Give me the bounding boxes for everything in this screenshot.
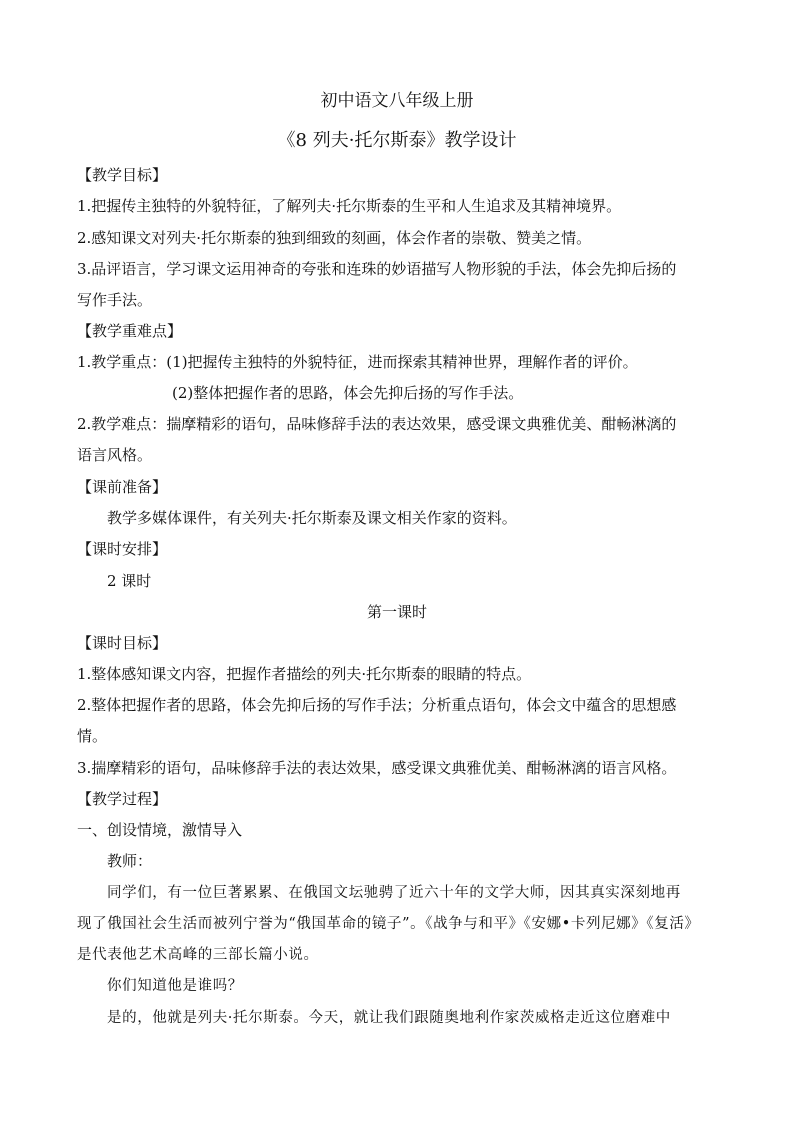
period-goal-2-line-2: 情。 (77, 727, 108, 745)
intro-question: 你们知道他是谁吗？ (107, 978, 243, 994)
section-heading-process: 【教学过程】 (77, 790, 168, 808)
goal-item-3-line-1: 3.品评语言，学习课文运用神奇的夸张和连珠的妙语描写人物形貌的手法，体会先抑后扬的 (77, 260, 677, 278)
section-heading-period-goals: 【课时目标】 (77, 634, 168, 652)
teacher-label: 教师： (107, 852, 153, 870)
intro-quote-line-2: 现了俄国社会生活而被列宁誉为“俄国革命的镜子”。《战争与和平》《安娜•卡列尼娜》《复活》 (77, 916, 700, 932)
section-heading-goals: 【教学目标】 (77, 166, 168, 184)
period-goal-3: 3.揣摩精彩的语句，品味修辞手法的表达效果，感受课文典雅优美、酣畅淋漓的语言风格。 (77, 759, 677, 777)
period-goal-1: 1.整体感知课文内容，把握作者描绘的列夫·托尔斯泰的眼睛的特点。 (77, 665, 532, 683)
section-heading-schedule: 【课时安排】 (77, 540, 168, 558)
preparation-text: 教学多媒体课件，有关列夫·托尔斯泰及课文相关作家的资料。 (107, 509, 517, 527)
intro-quote-line-1: 同学们，有一位巨著累累、在俄国文坛驰骋了近六十年的文学大师，因其真实深刻地再 (107, 885, 681, 901)
intro-quote-line-3: 是代表他艺术高峰的三部长篇小说。 (77, 947, 319, 963)
goal-item-2: 2.感知课文对列夫·托尔斯泰的独到细致的刻画，体会作者的崇敬、赞美之情。 (77, 229, 592, 247)
section-heading-key-points: 【教学重难点】 (77, 322, 183, 340)
key-point-1-line-2: (2)整体把握作者的思路，体会先抑后扬的写作手法。 (172, 384, 524, 402)
key-point-2-line-2: 语言风格。 (77, 446, 153, 464)
section-heading-preparation: 【课前准备】 (77, 478, 168, 496)
document-grade-title: 初中语文八年级上册 (320, 91, 474, 111)
first-period-title: 第一课时 (366, 603, 427, 621)
key-point-2-line-1: 2.教学难点：揣摩精彩的语句，品味修辞手法的表达效果，感受课文典雅优美、酣畅淋漓的 (77, 415, 677, 433)
key-point-1-line-1: 1.教学重点：(1)把握传主独特的外貌特征，进而探索其精神世界，理解作者的评价。 (77, 353, 638, 371)
process-step-1: 一、创设情境，激情导入 (77, 821, 243, 839)
goal-item-1: 1.把握传主独特的外貌特征，了解列夫·托尔斯泰的生平和人生追求及其精神境界。 (77, 197, 622, 215)
intro-answer: 是的，他就是列夫·托尔斯泰。今天，就让我们跟随奥地利作家茨威格走近这位磨难中 (107, 1010, 671, 1026)
schedule-text: 2 课时 (107, 572, 152, 590)
period-goal-2-line-1: 2.整体把握作者的思路，体会先抑后扬的写作手法；分析重点语句，体会文中蕴含的思想感 (77, 696, 677, 714)
goal-item-3-line-2: 写作手法。 (77, 291, 153, 309)
document-lesson-title: 《8 列夫·托尔斯泰》教学设计 (277, 130, 517, 151)
